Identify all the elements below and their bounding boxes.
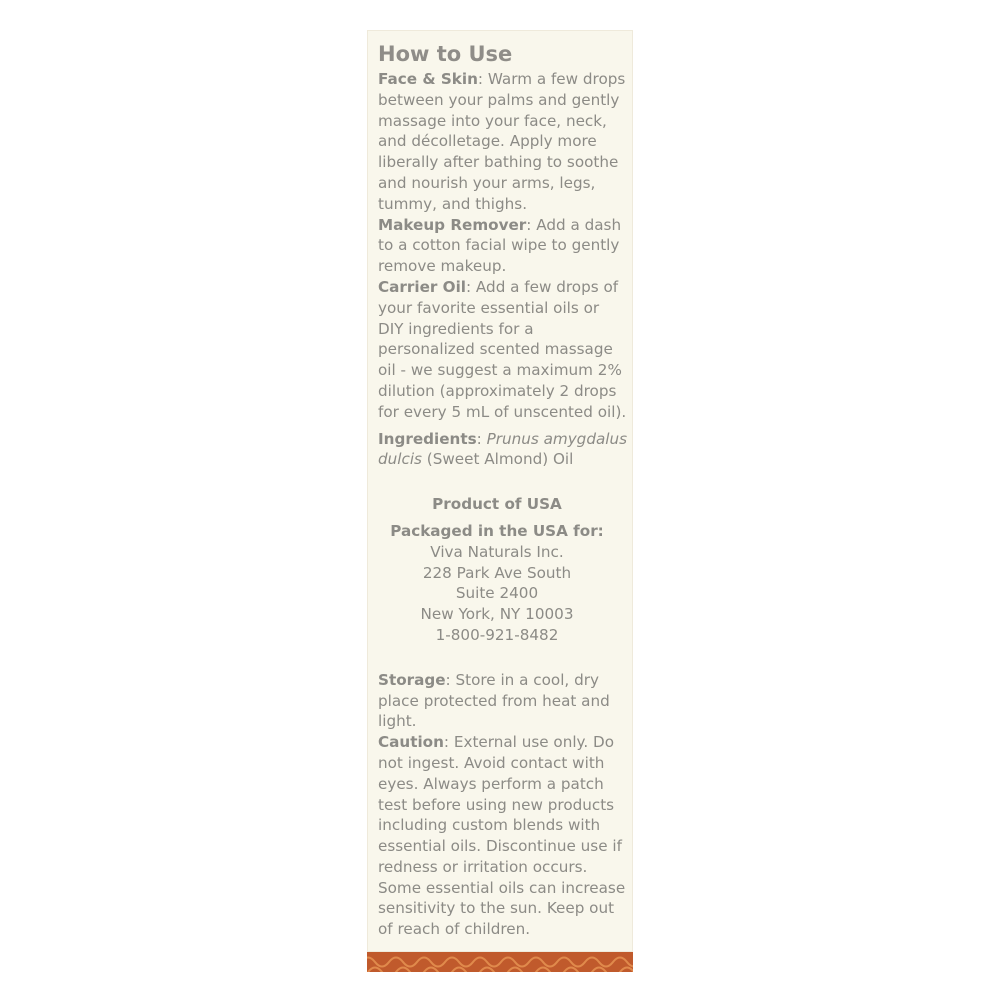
ingredients-colon: : xyxy=(476,429,487,448)
face-skin-text: : Warm a few drops between your palms and gently massage into your face, neck, and décolletage. Apply more liberally after bathing to soothe and nourish your arms, legs, tummy, and thighs. xyxy=(378,70,626,213)
suite-address: Suite 2400 xyxy=(455,584,539,603)
decorative-pattern-band xyxy=(367,952,633,972)
ingredients-common-name: (Sweet Almond) Oil xyxy=(421,450,574,469)
caution-text: : External use only. Do not ingest. Avoid contact with eyes. Always perform a patch test before using new products including custom blends with essential oils. Discontinue use if redness or irritation occurs. Some essential oils can increase sensitivity to the sun. Keep out of reach of children. xyxy=(378,733,626,939)
ingredients-label: Ingredients xyxy=(378,429,477,448)
city-address: New York, NY 10003 xyxy=(420,605,574,624)
packaged-for-label: Packaged in the USA for: xyxy=(390,521,604,540)
label-panel xyxy=(367,30,633,952)
caution-label: Caution xyxy=(378,733,444,752)
storage-label: Storage xyxy=(378,670,446,689)
face-skin-label: Face & Skin xyxy=(378,70,478,88)
origin-block xyxy=(378,494,616,646)
makeup-remover-text: : Add a dash to a cotton facial wipe to gently remove makeup. xyxy=(378,215,622,276)
ingredients-statement xyxy=(378,429,628,471)
makeup-remover-label: Makeup Remover xyxy=(378,215,527,234)
storage-instructions xyxy=(378,670,628,732)
makeup-remover-instructions xyxy=(378,215,628,277)
phone-number: 1-800-921-8482 xyxy=(435,625,559,644)
product-origin: Product of USA xyxy=(432,495,562,514)
pattern-band-icon xyxy=(367,952,633,972)
face-skin-instructions xyxy=(378,69,628,215)
label-content xyxy=(378,40,628,940)
storage-text: : Store in a cool, dry place protected from heat and light. xyxy=(378,670,610,731)
how-to-use-heading: How to Use xyxy=(378,42,513,66)
carrier-oil-label: Carrier Oil xyxy=(378,277,466,296)
caution-warning xyxy=(378,732,628,940)
carrier-oil-instructions xyxy=(378,277,628,423)
ingredients-latin-name: Prunus amygdalus dulcis xyxy=(378,429,628,469)
street-address: 228 Park Ave South xyxy=(422,563,572,582)
company-name: Viva Naturals Inc. xyxy=(430,542,564,561)
carrier-oil-text: : Add a few drops of your favorite essential oils or DIY ingredients for a personalized scented massage oil - we suggest a maximum 2% dilution (approximately 2 drops for every 5 mL of unscented oil). xyxy=(378,277,627,421)
